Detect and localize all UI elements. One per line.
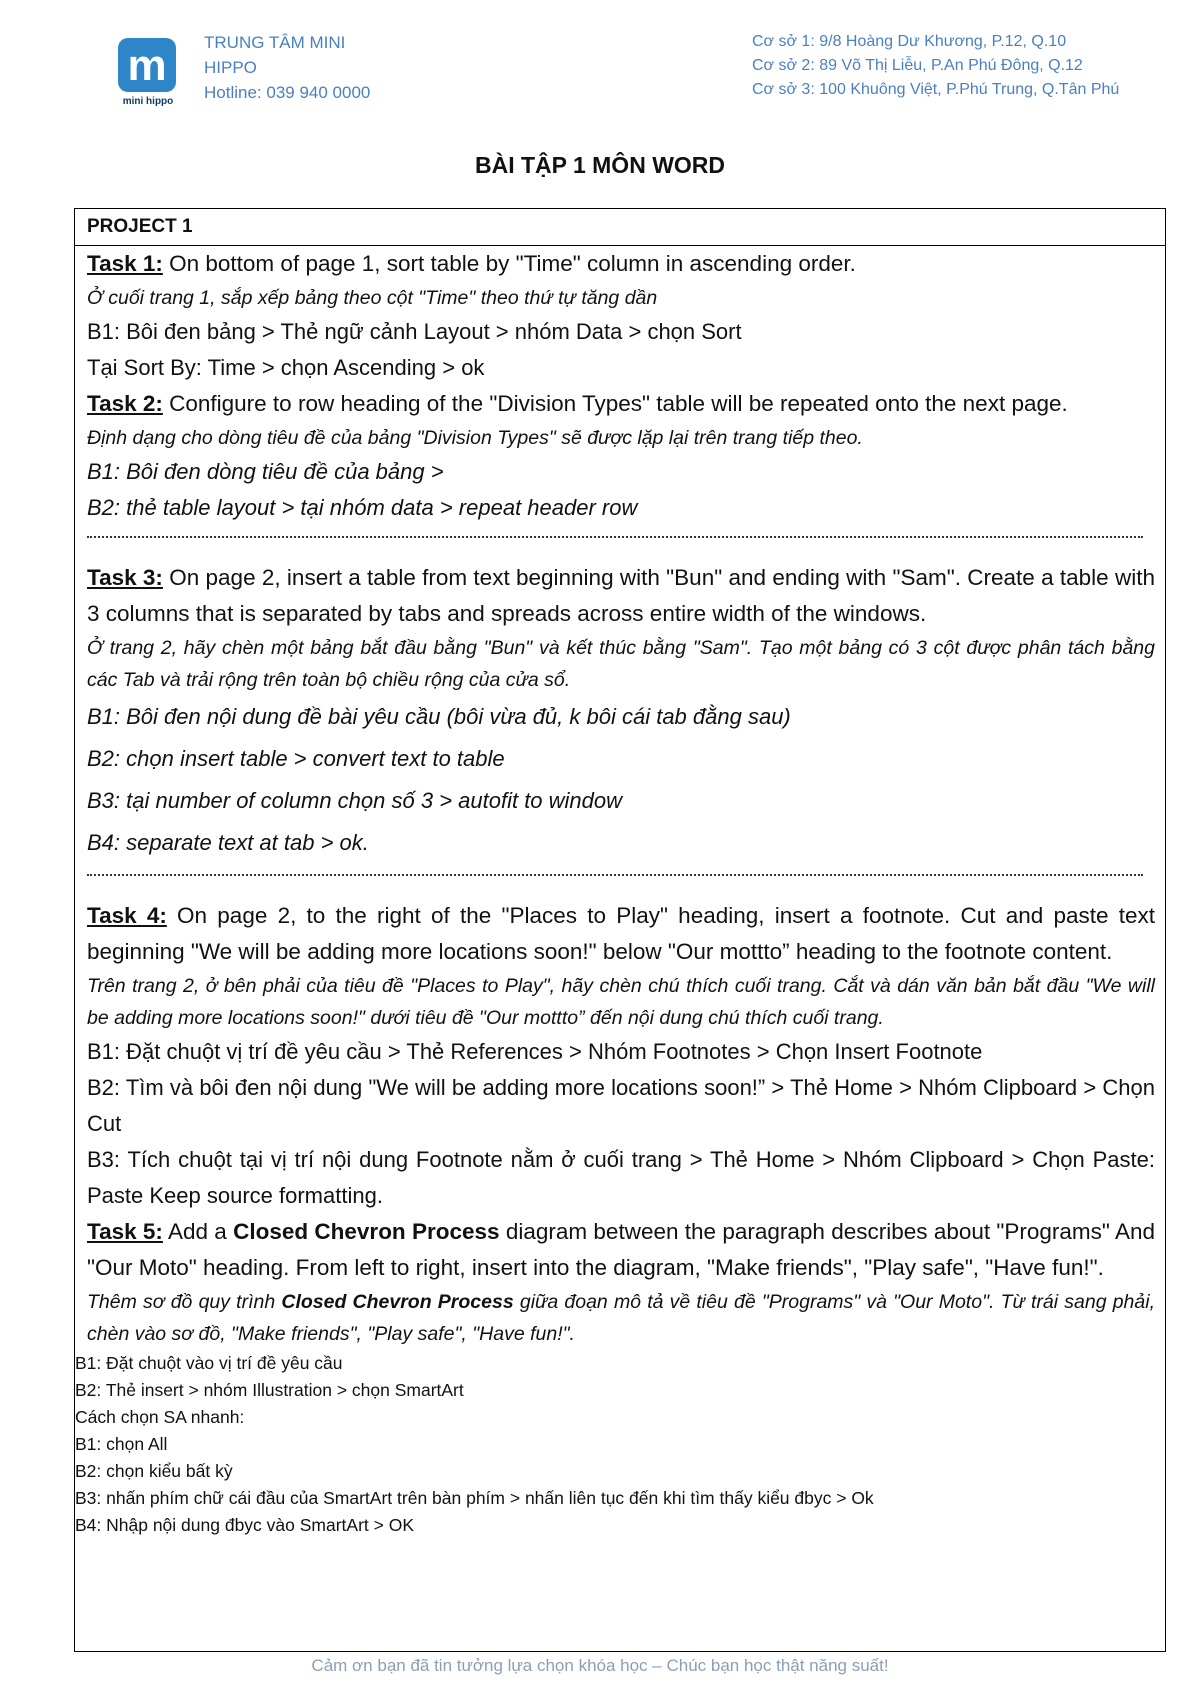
- task2-label: Task 2:: [87, 391, 163, 416]
- task5-step: B4: Nhập nội dung đbyc vào SmartArt > OK: [75, 1515, 415, 1535]
- task3-vi: Ở trang 2, hãy chèn một bảng bắt đầu bằng "Bun" và kết thúc bằng "Sam". Tạo một bảng có 3 cột được phân tách bằng các Tab và trải rộng trên toàn bộ chiều rộng của cửa sổ.: [87, 637, 1155, 691]
- hotline: Hotline: 039 940 0000: [204, 83, 371, 102]
- task5-en: Task 5: Add a Closed Chevron Process diagram between the paragraph describes about "Programs" And "Our Moto" heading. From left to right, insert into the diagram, "Make friends", "Play safe", "Have fun!".: [87, 1219, 1156, 1280]
- center-name: TRUNG TÂM MINI HIPPO: [204, 33, 346, 77]
- page-title: BÀI TẬP 1 MÔN WORD: [474, 152, 726, 178]
- dotted-divider: [87, 874, 1143, 876]
- mini-hippo-logo: m mini hippo: [114, 32, 182, 112]
- address-list: [752, 30, 1119, 102]
- task3-step1: B1: Bôi đen nội dung đề bài yêu cầu (bôi vừa đủ, k bôi cái tab đằng sau): [87, 704, 791, 729]
- task3-step4: B4: separate text at tab > ok.: [87, 830, 369, 855]
- dotted-divider: [87, 536, 1143, 538]
- task3-label: Task 3:: [87, 565, 163, 590]
- task3-step3: B3: tại number of column chọn số 3 > autofit to window: [87, 788, 623, 813]
- address-1: Cơ sở 1: 9/8 Hoàng Dư Khương, P.12, Q.10: [752, 33, 1067, 50]
- task5-step: B3: nhấn phím chữ cái đầu của SmartArt trên bàn phím > nhấn liên tục đến khi tìm thấy kiểu đbyc > Ok: [75, 1488, 874, 1508]
- task5-step: Cách chọn SA nhanh:: [75, 1407, 245, 1427]
- task1-en: Task 1: On bottom of page 1, sort table by "Time" column in ascending order.: [87, 251, 856, 276]
- task4-step3: B3: Tích chuột tại vị trí nội dung Footnote nằm ở cuối trang > Thẻ Home > Nhóm Clipboard > Chọn Paste: Paste Keep source formatting.: [87, 1147, 1155, 1208]
- exercise-box: [74, 208, 1166, 1652]
- task2-step2: B2: thẻ table layout > tại nhóm data > repeat header row: [87, 495, 638, 520]
- task2-en: Task 2: Configure to row heading of the "Division Types" table will be repeated onto the next page.: [87, 391, 1068, 416]
- task5-label: Task 5:: [87, 1219, 163, 1244]
- task2-vi: Định dạng cho dòng tiêu đề của bảng "Division Types" sẽ được lặp lại trên trang tiếp theo.: [87, 427, 863, 449]
- task5-step: B2: chọn kiểu bất kỳ: [75, 1461, 233, 1481]
- task4-en: Task 4: On page 2, to the right of the "Places to Play" heading, insert a footnote. Cut and paste text beginning "We will be adding more locations soon!" below "Our mottto” heading to the footnote content.: [87, 903, 1155, 964]
- task1-step2: Tại Sort By: Time > chọn Ascending > ok: [87, 355, 485, 380]
- task4-vi: Trên trang 2, ở bên phải của tiêu đề "Places to Play", hãy chèn chú thích cuối trang. Cắt và dán văn bản bắt đầu "We will be adding more locations soon!" dưới tiêu đề "Our mottto” đến nội dung chú thích cuối trang.: [87, 975, 1155, 1029]
- task2-step1: B1: Bôi đen dòng tiêu đề của bảng >: [87, 459, 444, 484]
- task5-vi: Thêm sơ đồ quy trình Closed Chevron Process giữa đoạn mô tả về tiêu đề "Programs" và "Our Moto". Từ trái sang phải, chèn vào sơ đồ, "Make friends", "Play safe", "Have fun!".: [87, 1291, 1155, 1345]
- center-info: [204, 30, 384, 105]
- address-3: Cơ sở 3: 100 Khuông Việt, P.Phú Trung, Q.Tân Phú: [752, 81, 1120, 98]
- logo-text: mini hippo: [122, 96, 174, 107]
- task4-label: Task 4:: [87, 903, 167, 928]
- address-2: Cơ sở 2: 89 Võ Thị Liễu, P.An Phú Đông, Q.12: [752, 57, 1083, 74]
- exercise-content: [75, 246, 1165, 1539]
- task4-step2: B2: Tìm và bôi đen nội dung "We will be adding more locations soon!” > Thẻ Home > Nhóm Clipboard > Chọn Cut: [87, 1075, 1155, 1136]
- task1-step1: B1: Bôi đen bảng > Thẻ ngữ cảnh Layout > nhóm Data > chọn Sort: [87, 319, 742, 344]
- page-footer: Cảm ơn bạn đã tin tưởng lựa chọn khóa học – Chúc bạn học thật năng suất!: [311, 1656, 889, 1675]
- task3-step2: B2: chọn insert table > convert text to table: [87, 746, 505, 771]
- task5-step: B1: Đặt chuột vào vị trí đề yêu cầu: [75, 1353, 343, 1373]
- task5-step: B2: Thẻ insert > nhóm Illustration > chọn SmartArt: [75, 1380, 464, 1400]
- task1-vi: Ở cuối trang 1, sắp xếp bảng theo cột "Time" theo thứ tự tăng dần: [87, 287, 658, 309]
- task3-en: Task 3: On page 2, insert a table from text beginning with "Bun" and ending with "Sam". Create a table with 3 columns that is separated by tabs and spreads across entire width of the windows.: [87, 565, 1156, 626]
- task5-step: B1: chọn All: [75, 1434, 168, 1454]
- project-heading: PROJECT 1: [75, 209, 1165, 246]
- page-header: [0, 24, 1200, 114]
- task4-step1: B1: Đặt chuột vị trí đề yêu cầu > Thẻ References > Nhóm Footnotes > Chọn Insert Footnote: [87, 1039, 983, 1064]
- task1-label: Task 1:: [87, 251, 163, 276]
